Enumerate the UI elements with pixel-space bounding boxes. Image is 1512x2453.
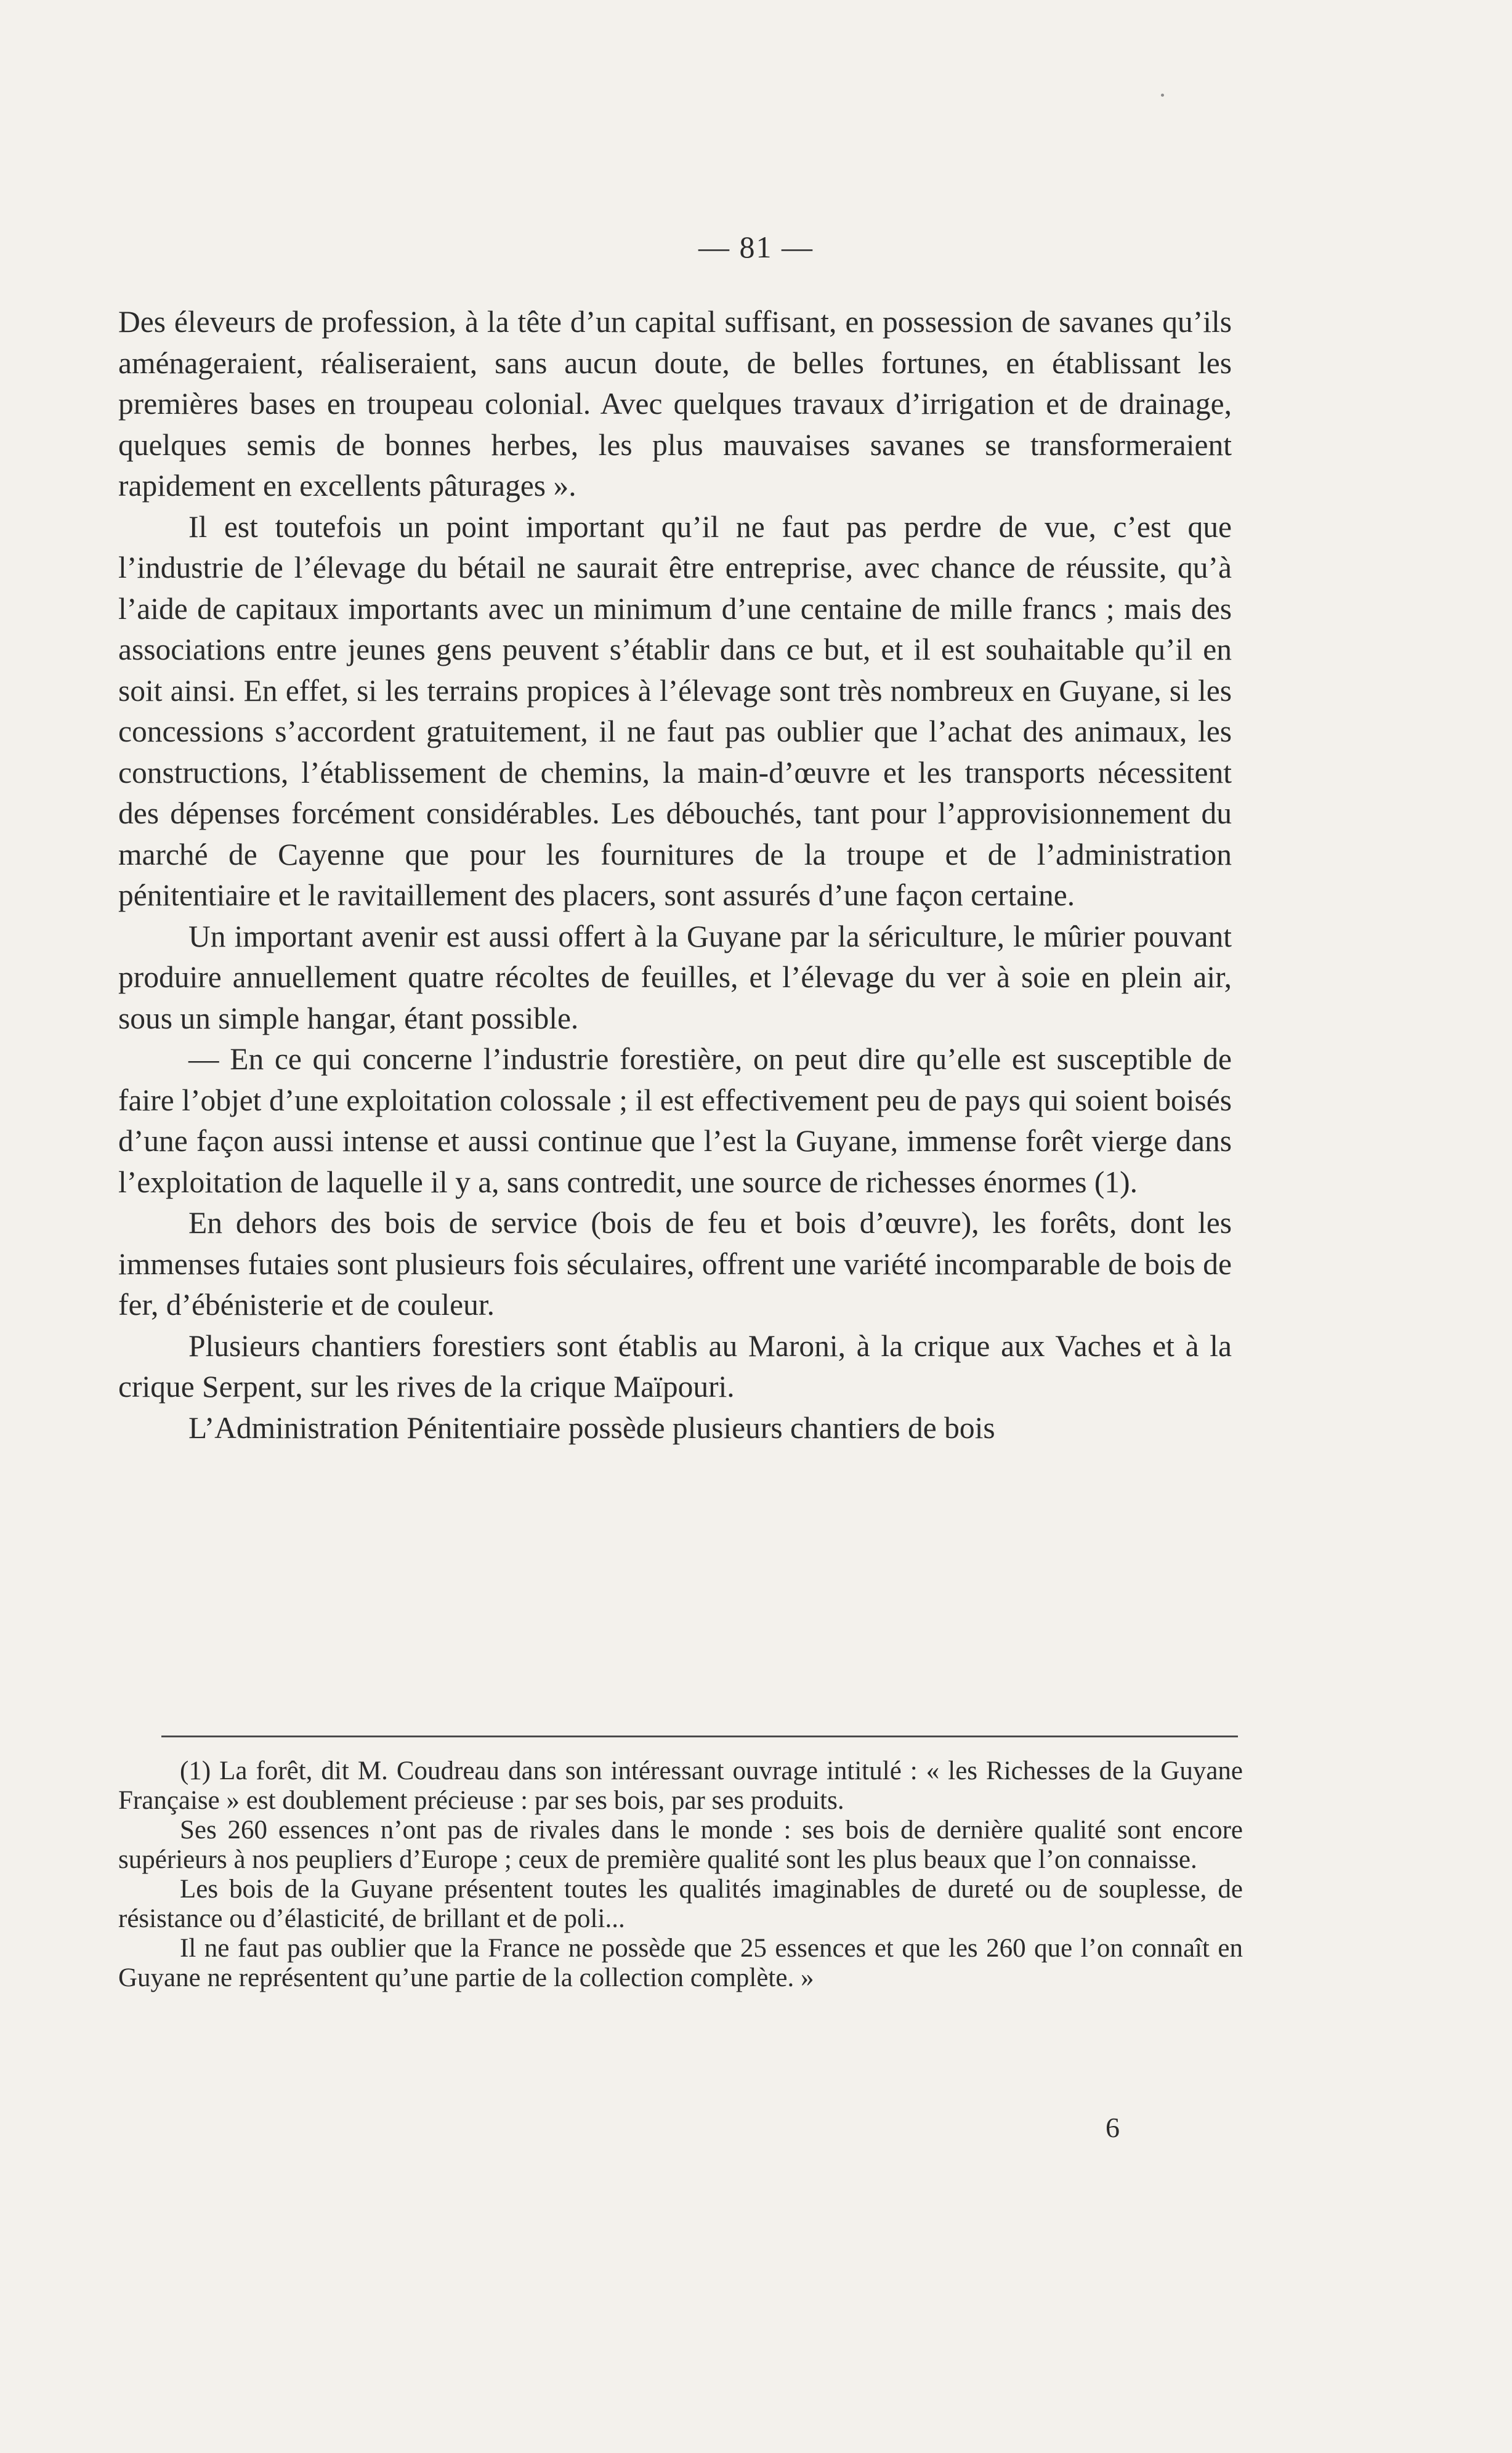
paper-speck (1161, 94, 1164, 97)
footnotes (118, 1756, 1243, 1993)
paragraph: — En ce qui concerne l’industrie forestière, on peut dire qu’elle est susceptible de faire l’objet d’une exploitation colossale ; il est effectivement peu de pays qui soient boisés d’une façon aussi intense et aussi continue que l’est la Guyane, immense forêt vierge dans l’exploitation de laquelle il y a, sans contredit, une source de richesses énormes (1). (118, 1042, 1232, 1199)
body-text (118, 302, 1232, 1449)
paragraph: Il est toutefois un point important qu’il ne faut pas perdre de vue, c’est que l’industrie de l’élevage du bétail ne saurait être entreprise, avec chance de réussite, qu’à l’aide de capitaux importants avec un minimum d’une centaine de mille francs ; mais des associations entre jeunes gens peuvent s’établir dans ce but, et il est souhaitable qu’il en soit ainsi. En effet, si les terrains propices à l’élevage sont très nombreux en Guyane, si les concessions s’accordent gratuitement, il ne faut pas oublier que l’achat des animaux, les constructions, l’établissement de chemins, la main-d’œuvre et les transports nécessitent des dépenses forcément considérables. Les débouchés, tant pour l’approvisionnement du marché de Cayenne que pour les fournitures de la troupe et de l’administration pénitentiaire et le ravitaillement des placers, sont assurés d’une façon certaine. (118, 509, 1232, 912)
footnote: Les bois de la Guyane présentent toutes les qualités imaginables de dureté ou de souplesse, de résistance ou d’élasticité, de brillant et de poli... (118, 1875, 1243, 1933)
footnote-divider (161, 1736, 1238, 1737)
paragraph: Plusieurs chantiers forestiers sont établis au Maroni, à la crique aux Vaches et à la crique Serpent, sur les rives de la crique Maïpouri. (118, 1328, 1232, 1404)
paragraph: Des éleveurs de profession, à la tête d’un capital suffisant, en possession de savanes qu’ils aménageraient, réaliseraient, sans aucun doute, de belles fortunes, en établissant les premières bases en troupeau colonial. Avec quelques travaux d’irrigation et de drainage, quelques semis de bonnes herbes, les plus mauvaises savanes se transformeraient rapidement en excellents pâturages ». (118, 305, 1232, 503)
paragraph: L’Administration Pénitentiaire possède plusieurs chantiers de bois (188, 1410, 995, 1445)
footnote: Ses 260 essences n’ont pas de rivales dans le monde : ses bois de dernière qualité sont encore supérieurs à nos peupliers d’Europe ; ceux de première qualité sont les plus beaux que l’on connaisse. (118, 1816, 1243, 1874)
page-number: — 81 — (698, 230, 814, 264)
footnote: Il ne faut pas oublier que la France ne possède que 25 essences et que les 260 que l’on connaît en Guyane ne représentent qu’une partie de la collection complète. » (118, 1934, 1243, 1992)
printer-signature-mark: 6 (1106, 2112, 1120, 2143)
paragraph: En dehors des bois de service (bois de feu et bois d’œuvre), les forêts, dont les immenses futaies sont plusieurs fois séculaires, offrent une variété incomparable de bois de fer, d’ébénisterie et de couleur. (118, 1206, 1232, 1322)
footnote: (1) La forêt, dit M. Coudreau dans son intéressant ouvrage intitulé : « les Richesses de la Guyane Française » est doublement précieuse : par ses bois, par ses produits. (118, 1756, 1243, 1815)
paragraph: Un important avenir est aussi offert à la Guyane par la sériculture, le mûrier pouvant produire annuellement quatre récoltes de feuilles, et l’élevage du ver à soie en plein air, sous un simple hangar, étant possible. (118, 919, 1232, 1035)
